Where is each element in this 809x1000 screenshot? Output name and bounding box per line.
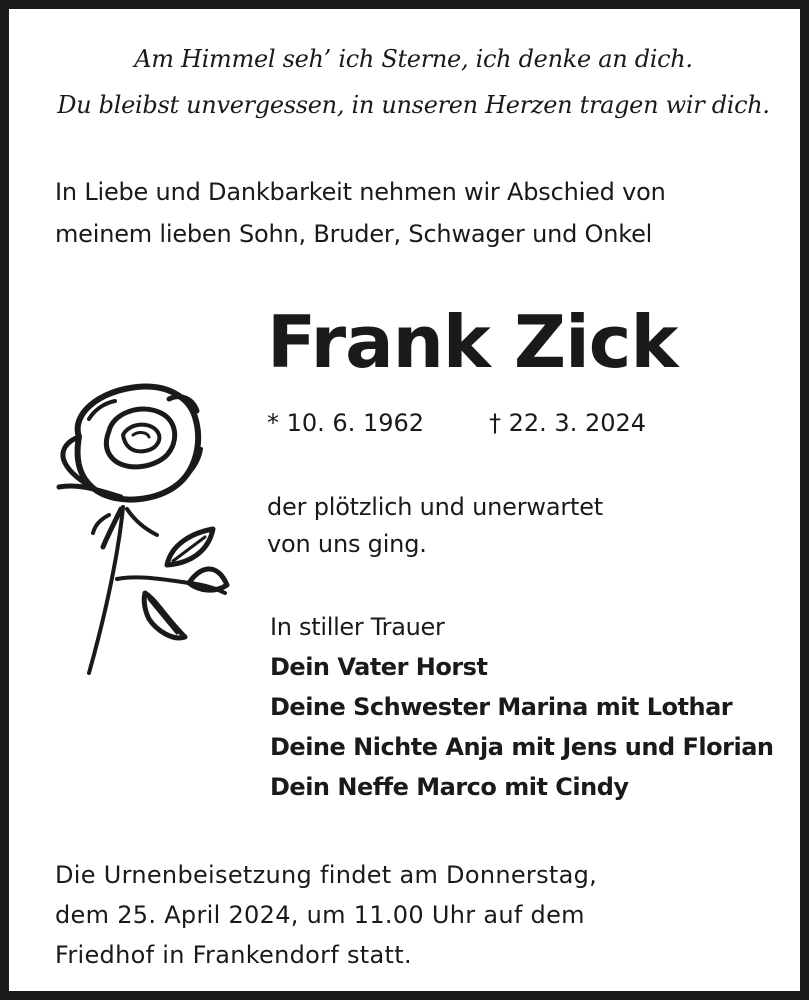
mourner-niece: Deine Nichte Anja mit Jens und Florian: [270, 733, 774, 761]
deceased-name: Frank Zick: [267, 300, 678, 384]
mourners-heading: In stiller Trauer: [270, 613, 445, 641]
verse-line-2: Du bleibst unvergessen, in unseren Herzen tragen wir dich.: [57, 91, 770, 119]
circumstance-line-2: von uns ging.: [267, 530, 427, 558]
burial-line-1: Die Urnenbeisetzung findet am Donnerstag,: [55, 861, 598, 889]
mourner-sister: Deine Schwester Marina mit Lothar: [270, 693, 733, 721]
death-date: † 22. 3. 2024: [489, 409, 647, 437]
rose-icon: [49, 379, 239, 679]
intro-line-1: In Liebe und Dankbarkeit nehmen wir Abschied von: [55, 178, 666, 206]
mourner-nephew: Dein Neffe Marco mit Cindy: [270, 773, 629, 801]
circumstance-line-1: der plötzlich und unerwartet: [267, 493, 603, 521]
birth-date: * 10. 6. 1962: [267, 409, 425, 437]
burial-line-3: Friedhof in Frankendorf statt.: [55, 941, 412, 969]
burial-line-2: dem 25. April 2024, um 11.00 Uhr auf dem: [55, 901, 585, 929]
mourner-father: Dein Vater Horst: [270, 653, 488, 681]
intro-line-2: meinem lieben Sohn, Bruder, Schwager und Onkel: [55, 220, 653, 248]
verse-line-1: Am Himmel seh’ ich Sterne, ich denke an dich.: [134, 45, 693, 73]
